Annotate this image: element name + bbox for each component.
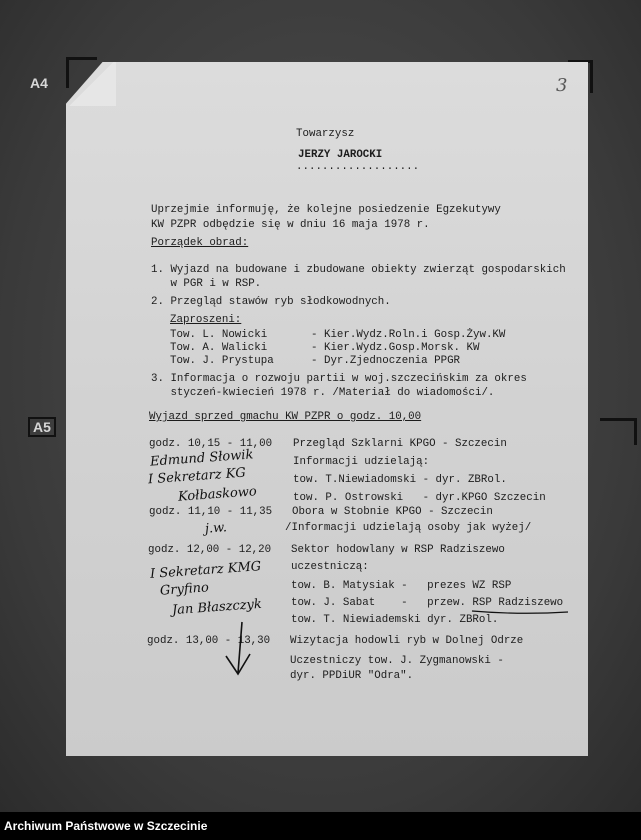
- schedule-time: godz. 11,10 - 11,35: [149, 506, 273, 518]
- intro-line: Uprzejmie informuję, że kolejne posiedzenie Egzekutywy: [151, 204, 501, 216]
- salutation: Towarzysz: [296, 128, 355, 140]
- schedule-line: Obora w Stobnie KPGO - Szczecin: [292, 506, 493, 518]
- schedule-line: Wizytacja hodowli ryb w Dolnej Odrze: [290, 635, 524, 647]
- schedule-line: Informacji udzielają:: [293, 456, 430, 468]
- agenda-heading: Porządek obrad:: [151, 237, 249, 249]
- schedule-time: godz. 10,15 - 11,00: [149, 438, 273, 450]
- handwritten-note: Edmund Słowik: [149, 447, 254, 470]
- handwritten-arrow-icon: [220, 620, 260, 678]
- handwritten-note: I Sekretarz KG: [147, 465, 247, 488]
- invited-role: - Kier.Wydz.Gosp.Morsk. KW: [311, 342, 480, 354]
- handwritten-note: j.w.: [204, 520, 228, 537]
- schedule-line: tow. T. Niewiademski dyr. ZBRol.: [291, 614, 499, 626]
- a4-marker: A4: [30, 75, 48, 91]
- intro-line: KW PZPR odbędzie się w dniu 16 maja 1978 r.: [151, 219, 430, 231]
- handwritten-underline: [470, 609, 570, 615]
- invited-name: Tow. A. Walicki: [170, 342, 268, 354]
- schedule-line: Uczestniczy tow. J. Zygmanowski -: [290, 655, 504, 667]
- schedule-line: tow. J. Sabat - przew. RSP Radziszewo: [291, 597, 564, 609]
- schedule-line: Sektor hodowlany w RSP Radziszewo: [291, 544, 505, 556]
- a5-marker: A5: [28, 417, 56, 437]
- invited-name: Tow. L. Nowicki: [170, 329, 268, 341]
- handwritten-note: Gryfino: [159, 580, 210, 599]
- schedule-time: godz. 13,00 - 13,30: [147, 635, 271, 647]
- departure-line: Wyjazd sprzed gmachu KW PZPR o godz. 10,00: [149, 411, 422, 423]
- handwritten-note: Jan Błaszczyk: [171, 596, 263, 619]
- agenda-item-1: 1. Wyjazd na budowane i zbudowane obiekty zwierząt gospodarskich: [151, 264, 566, 276]
- schedule-line: tow. T.Niewiadomski - dyr. ZBRol.: [293, 474, 507, 486]
- crop-mark: [600, 418, 637, 445]
- invited-role: - Kier.Wydz.Roln.i Gosp.Żyw.KW: [311, 329, 506, 341]
- dots: ...................: [296, 161, 420, 173]
- agenda-item-1: w PGR i w RSP.: [151, 278, 262, 290]
- invited-name: Tow. J. Prystupa: [170, 355, 274, 367]
- agenda-item-3: styczeń-kwiecień 1978 r. /Materiał do wiadomości/.: [151, 387, 495, 399]
- page-number: 3: [556, 75, 568, 96]
- schedule-line: /Informacji udzielają osoby jak wyżej/: [285, 522, 532, 534]
- handwritten-note: Kołbaskowo: [177, 484, 258, 505]
- handwritten-note: I Sekretarz KMG: [149, 559, 262, 582]
- archive-name: Archiwum Państwowe w Szczecinie: [4, 819, 208, 833]
- schedule-line: uczestniczą:: [291, 561, 369, 573]
- invited-role: - Dyr.Zjednoczenia PPGR: [311, 355, 461, 367]
- agenda-item-3: 3. Informacja o rozwoju partii w woj.szczecińskim za okres: [151, 373, 527, 385]
- recipient: JERZY JAROCKI: [298, 149, 383, 161]
- schedule-line: tow. P. Ostrowski - dyr.KPGO Szczecin: [293, 492, 546, 504]
- schedule-line: Przegląd Szklarni KPGO - Szczecin: [293, 438, 507, 450]
- invited-heading: Zaproszeni:: [170, 314, 242, 326]
- schedule-line: dyr. PPDiUR "Odra".: [290, 670, 414, 682]
- schedule-time: godz. 12,00 - 12,20: [148, 544, 272, 556]
- footer-bar: [0, 812, 641, 840]
- folded-corner: [66, 62, 116, 106]
- agenda-item-2: 2. Przegląd stawów ryb słodkowodnych.: [151, 296, 391, 308]
- schedule-line: tow. B. Matysiak - prezes WZ RSP: [291, 580, 512, 592]
